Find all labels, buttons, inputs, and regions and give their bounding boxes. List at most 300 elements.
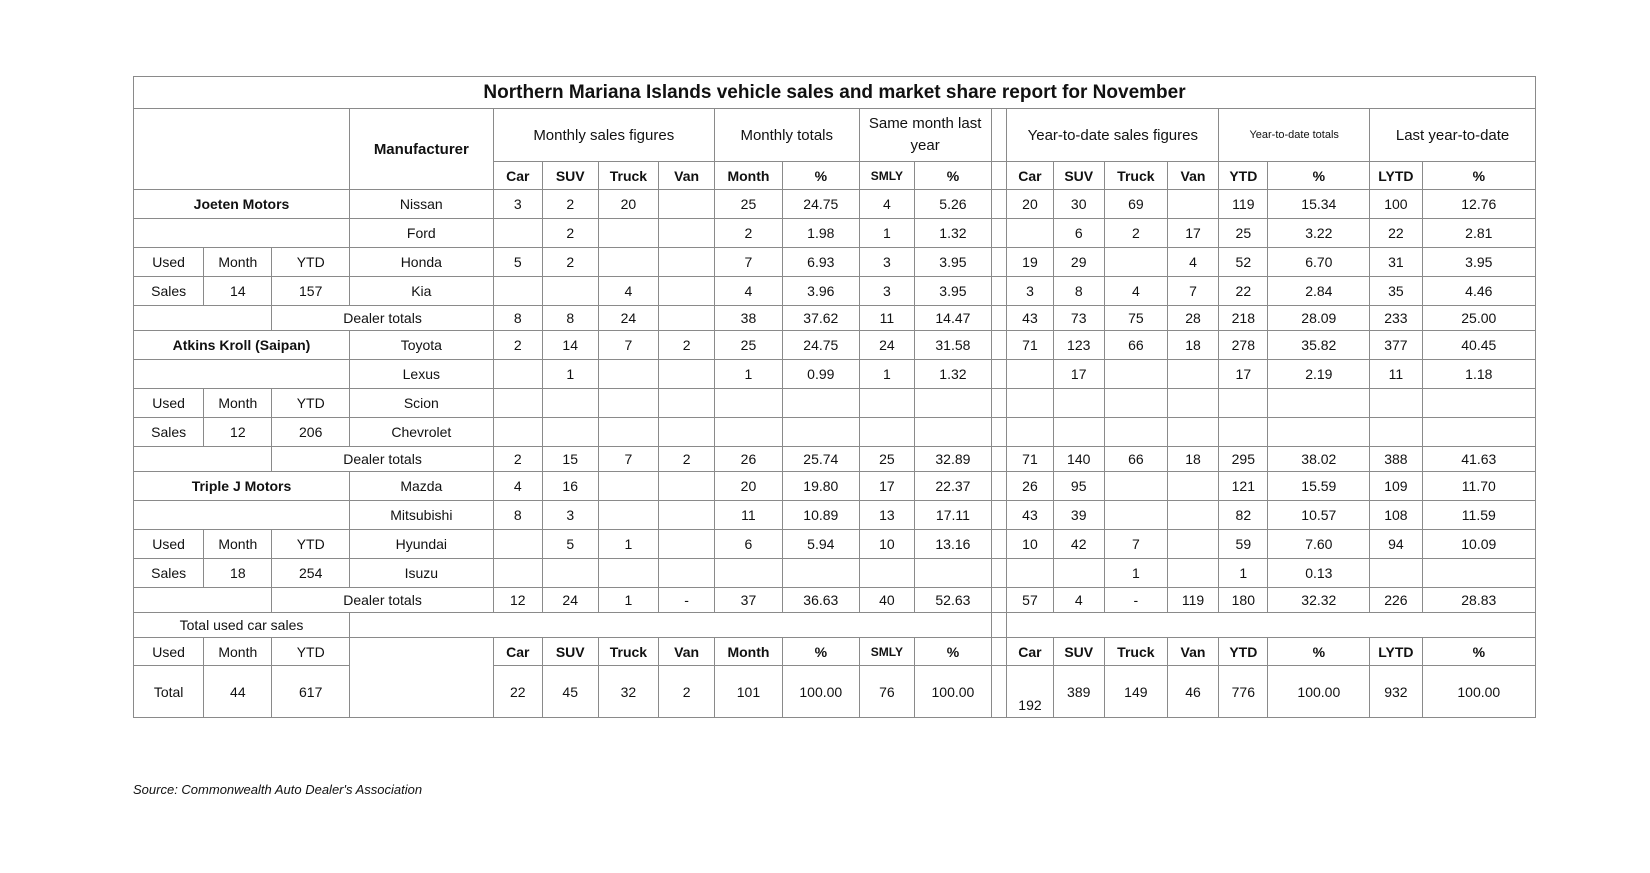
header-blank bbox=[134, 109, 350, 190]
data-cell: 20 bbox=[714, 472, 782, 501]
data-cell: 52 bbox=[1219, 248, 1268, 277]
dealer-total-cell: 11 bbox=[859, 306, 915, 331]
grand-total-cell: 100.00 bbox=[1422, 666, 1535, 718]
grand-total-cell: 389 bbox=[1053, 666, 1104, 718]
used-month-value: 12 bbox=[204, 418, 272, 447]
manufacturer-name: Scion bbox=[350, 389, 494, 418]
data-cell: 1 bbox=[859, 219, 915, 248]
source-note: Source: Commonwealth Auto Dealer's Association bbox=[133, 782, 423, 797]
data-cell bbox=[1053, 389, 1104, 418]
data-cell bbox=[1268, 389, 1370, 418]
data-cell bbox=[659, 219, 715, 248]
data-cell bbox=[1219, 418, 1268, 447]
data-cell: 7.60 bbox=[1268, 530, 1370, 559]
data-cell: 39 bbox=[1053, 501, 1104, 530]
data-cell bbox=[859, 559, 915, 588]
data-cell bbox=[1370, 559, 1422, 588]
data-cell bbox=[493, 277, 542, 306]
data-cell: 66 bbox=[1104, 331, 1167, 360]
dealer-total-cell: 7 bbox=[598, 447, 659, 472]
data-cell bbox=[915, 559, 992, 588]
column-header-van: Van bbox=[1167, 162, 1218, 190]
data-cell bbox=[598, 248, 659, 277]
dealer-total-cell: 52.63 bbox=[915, 588, 992, 613]
column-gap bbox=[991, 559, 1007, 588]
column-gap bbox=[991, 162, 1007, 190]
grand-total-cell: 100.00 bbox=[915, 666, 992, 718]
data-cell: 4.46 bbox=[1422, 277, 1535, 306]
manufacturer-name: Honda bbox=[350, 248, 494, 277]
data-cell bbox=[1167, 389, 1218, 418]
dealer-total-cell: 43 bbox=[1007, 306, 1053, 331]
used-month-value: 14 bbox=[204, 277, 272, 306]
data-cell: 11 bbox=[1370, 360, 1422, 389]
dealer-total-cell: 8 bbox=[493, 306, 542, 331]
dealer-total-cell: 25.74 bbox=[783, 447, 860, 472]
dealer-total-cell: 28.09 bbox=[1268, 306, 1370, 331]
data-cell bbox=[1007, 360, 1053, 389]
data-cell: 8 bbox=[1053, 277, 1104, 306]
data-cell: 15.34 bbox=[1268, 190, 1370, 219]
manufacturer-name: Lexus bbox=[350, 360, 494, 389]
data-cell bbox=[493, 219, 542, 248]
column-gap bbox=[991, 501, 1007, 530]
table-row bbox=[134, 190, 1536, 219]
data-cell: 43 bbox=[1007, 501, 1053, 530]
data-cell bbox=[659, 389, 715, 418]
dealer-total-cell: 180 bbox=[1219, 588, 1268, 613]
data-cell bbox=[659, 190, 715, 219]
table-row bbox=[134, 447, 1536, 472]
column-gap bbox=[991, 447, 1007, 472]
data-cell: 59 bbox=[1219, 530, 1268, 559]
dealer-total-cell: - bbox=[1104, 588, 1167, 613]
total-used-ytd: 617 bbox=[272, 666, 350, 718]
data-cell: 10 bbox=[859, 530, 915, 559]
blank-manufacturer bbox=[350, 638, 494, 718]
data-cell bbox=[783, 389, 860, 418]
column-header-month: Month bbox=[714, 162, 782, 190]
grand-total-cell: 192 bbox=[1007, 666, 1053, 718]
grand-total-cell: 32 bbox=[598, 666, 659, 718]
dealer-totals-blank bbox=[134, 447, 272, 472]
data-cell: 2 bbox=[493, 331, 542, 360]
column-gap bbox=[991, 219, 1007, 248]
data-cell: 100 bbox=[1370, 190, 1422, 219]
column-header-pct: % bbox=[1422, 638, 1535, 666]
data-cell: 24.75 bbox=[783, 190, 860, 219]
dealer-total-cell: 26 bbox=[714, 447, 782, 472]
manufacturer-name: Mitsubishi bbox=[350, 501, 494, 530]
data-cell bbox=[1104, 501, 1167, 530]
data-cell: 119 bbox=[1219, 190, 1268, 219]
data-cell bbox=[859, 418, 915, 447]
dealer-total-cell: 2 bbox=[493, 447, 542, 472]
data-cell bbox=[598, 219, 659, 248]
data-cell bbox=[659, 360, 715, 389]
data-cell bbox=[598, 559, 659, 588]
data-cell: 4 bbox=[493, 472, 542, 501]
data-cell bbox=[598, 389, 659, 418]
column-gap bbox=[991, 418, 1007, 447]
data-cell: 14 bbox=[542, 331, 598, 360]
monthly-sales-header: Monthly sales figures bbox=[493, 109, 714, 162]
ytd-label: YTD bbox=[272, 389, 350, 418]
dealer-totals-blank bbox=[134, 588, 272, 613]
column-header-smly: SMLY bbox=[859, 162, 915, 190]
grand-total-cell: 100.00 bbox=[783, 666, 860, 718]
sales-report-table bbox=[133, 76, 1536, 718]
dealer-totals-label: Dealer totals bbox=[272, 306, 493, 331]
grand-total-cell: 932 bbox=[1370, 666, 1422, 718]
data-cell bbox=[542, 277, 598, 306]
data-cell bbox=[1104, 248, 1167, 277]
ytd-sales-header: Year-to-date sales figures bbox=[1007, 109, 1219, 162]
column-header-car: Car bbox=[1007, 638, 1053, 666]
dealer-total-cell: 37 bbox=[714, 588, 782, 613]
table-row bbox=[134, 306, 1536, 331]
data-cell bbox=[714, 559, 782, 588]
data-cell: 3.95 bbox=[915, 277, 992, 306]
column-gap bbox=[991, 666, 1007, 718]
data-cell: 1.32 bbox=[915, 360, 992, 389]
column-gap bbox=[991, 277, 1007, 306]
dealer-blank bbox=[134, 360, 350, 389]
column-gap bbox=[991, 613, 1007, 638]
used-month-value: 18 bbox=[204, 559, 272, 588]
data-cell: 30 bbox=[1053, 190, 1104, 219]
data-cell: 121 bbox=[1219, 472, 1268, 501]
data-cell bbox=[915, 418, 992, 447]
grand-total-cell: 149 bbox=[1104, 666, 1167, 718]
grand-total-cell: 46 bbox=[1167, 666, 1218, 718]
column-header-truck: Truck bbox=[598, 638, 659, 666]
dealer-total-cell: 40 bbox=[859, 588, 915, 613]
data-cell: 1 bbox=[859, 360, 915, 389]
data-cell: 2 bbox=[542, 190, 598, 219]
data-cell bbox=[1167, 559, 1218, 588]
data-cell: 82 bbox=[1219, 501, 1268, 530]
last-ytd-header: Last year-to-date bbox=[1370, 109, 1536, 162]
data-cell: 69 bbox=[1104, 190, 1167, 219]
blank-strip bbox=[1007, 613, 1536, 638]
table-row bbox=[134, 530, 1536, 559]
manufacturer-name: Ford bbox=[350, 219, 494, 248]
data-cell bbox=[1104, 472, 1167, 501]
data-cell bbox=[659, 530, 715, 559]
data-cell bbox=[493, 389, 542, 418]
data-cell: 4 bbox=[598, 277, 659, 306]
grand-total-cell: 2 bbox=[659, 666, 715, 718]
dealer-total-cell: 28.83 bbox=[1422, 588, 1535, 613]
column-gap bbox=[991, 588, 1007, 613]
table-row bbox=[134, 418, 1536, 447]
table-row bbox=[134, 472, 1536, 501]
table-row bbox=[134, 248, 1536, 277]
column-header-smly: SMLY bbox=[859, 638, 915, 666]
data-cell: 11.70 bbox=[1422, 472, 1535, 501]
column-header-car: Car bbox=[1007, 162, 1053, 190]
column-gap bbox=[991, 360, 1007, 389]
grand-total-cell: 45 bbox=[542, 666, 598, 718]
data-cell: 2.19 bbox=[1268, 360, 1370, 389]
table-row bbox=[134, 77, 1536, 109]
data-cell bbox=[1422, 559, 1535, 588]
column-header-pct: % bbox=[915, 638, 992, 666]
data-cell: 7 bbox=[598, 331, 659, 360]
data-cell bbox=[1007, 418, 1053, 447]
data-cell: 17 bbox=[859, 472, 915, 501]
data-cell: 20 bbox=[598, 190, 659, 219]
dealer-total-cell: 8 bbox=[542, 306, 598, 331]
data-cell: 31 bbox=[1370, 248, 1422, 277]
manufacturer-name: Nissan bbox=[350, 190, 494, 219]
data-cell bbox=[859, 389, 915, 418]
column-gap bbox=[991, 530, 1007, 559]
data-cell bbox=[1422, 418, 1535, 447]
data-cell bbox=[659, 501, 715, 530]
data-cell: 1.98 bbox=[783, 219, 860, 248]
monthly-totals-header: Monthly totals bbox=[714, 109, 859, 162]
dealer-total-cell: 24 bbox=[542, 588, 598, 613]
total-used-month: 44 bbox=[204, 666, 272, 718]
data-cell: 5 bbox=[493, 248, 542, 277]
data-cell: 15.59 bbox=[1268, 472, 1370, 501]
data-cell: 0.13 bbox=[1268, 559, 1370, 588]
data-cell: 11.59 bbox=[1422, 501, 1535, 530]
data-cell bbox=[1268, 418, 1370, 447]
grand-total-cell: 101 bbox=[714, 666, 782, 718]
dealer-name: Triple J Motors bbox=[134, 472, 350, 501]
data-cell bbox=[1053, 559, 1104, 588]
used-label: Used bbox=[134, 638, 204, 666]
dealer-total-cell: 4 bbox=[1053, 588, 1104, 613]
data-cell bbox=[1104, 418, 1167, 447]
data-cell: 2.81 bbox=[1422, 219, 1535, 248]
data-cell: 1 bbox=[598, 530, 659, 559]
dealer-blank bbox=[134, 219, 350, 248]
data-cell: 19.80 bbox=[783, 472, 860, 501]
data-cell: 1 bbox=[1219, 559, 1268, 588]
dealer-total-cell: 233 bbox=[1370, 306, 1422, 331]
data-cell bbox=[598, 501, 659, 530]
dealer-total-cell: 73 bbox=[1053, 306, 1104, 331]
sales-label: Sales bbox=[134, 277, 204, 306]
data-cell bbox=[1167, 418, 1218, 447]
grand-total-cell: 22 bbox=[493, 666, 542, 718]
data-cell: 24.75 bbox=[783, 331, 860, 360]
data-cell bbox=[493, 418, 542, 447]
data-cell: 1.18 bbox=[1422, 360, 1535, 389]
column-header-truck: Truck bbox=[598, 162, 659, 190]
column-gap bbox=[991, 306, 1007, 331]
data-cell: 10 bbox=[1007, 530, 1053, 559]
data-cell bbox=[598, 360, 659, 389]
dealer-totals-blank bbox=[134, 306, 272, 331]
data-cell: 108 bbox=[1370, 501, 1422, 530]
dealer-total-cell: 119 bbox=[1167, 588, 1218, 613]
table-row bbox=[134, 109, 1536, 162]
sales-label: Sales bbox=[134, 418, 204, 447]
dealer-totals-label: Dealer totals bbox=[272, 447, 493, 472]
data-cell bbox=[542, 389, 598, 418]
data-cell: 25 bbox=[1219, 219, 1268, 248]
column-header-ytd: YTD bbox=[1219, 162, 1268, 190]
data-cell: 3.22 bbox=[1268, 219, 1370, 248]
data-cell bbox=[659, 418, 715, 447]
data-cell: 3.95 bbox=[915, 248, 992, 277]
dealer-total-cell: 12 bbox=[493, 588, 542, 613]
dealer-total-cell: 36.63 bbox=[783, 588, 860, 613]
data-cell: 20 bbox=[1007, 190, 1053, 219]
data-cell: 3 bbox=[1007, 277, 1053, 306]
data-cell bbox=[493, 360, 542, 389]
data-cell bbox=[1370, 418, 1422, 447]
dealer-total-cell: 226 bbox=[1370, 588, 1422, 613]
data-cell bbox=[1053, 418, 1104, 447]
data-cell bbox=[598, 472, 659, 501]
data-cell bbox=[493, 530, 542, 559]
data-cell: 10.09 bbox=[1422, 530, 1535, 559]
data-cell: 6 bbox=[714, 530, 782, 559]
data-cell: 109 bbox=[1370, 472, 1422, 501]
data-cell: 24 bbox=[859, 331, 915, 360]
data-cell bbox=[1167, 190, 1218, 219]
manufacturer-name: Isuzu bbox=[350, 559, 494, 588]
table-row bbox=[134, 638, 1536, 666]
data-cell: 11 bbox=[714, 501, 782, 530]
data-cell: 1 bbox=[714, 360, 782, 389]
dealer-name: Joeten Motors bbox=[134, 190, 350, 219]
column-header-month: Month bbox=[714, 638, 782, 666]
data-cell: 4 bbox=[1167, 248, 1218, 277]
data-cell: 1.32 bbox=[915, 219, 992, 248]
manufacturer-name: Chevrolet bbox=[350, 418, 494, 447]
data-cell bbox=[1167, 530, 1218, 559]
data-cell: 5 bbox=[542, 530, 598, 559]
dealer-total-cell: 18 bbox=[1167, 447, 1218, 472]
data-cell bbox=[659, 248, 715, 277]
data-cell: 3.96 bbox=[783, 277, 860, 306]
manufacturer-name: Kia bbox=[350, 277, 494, 306]
month-label: Month bbox=[204, 638, 272, 666]
used-label: Used bbox=[134, 530, 204, 559]
column-header-suv: SUV bbox=[1053, 162, 1104, 190]
data-cell: 94 bbox=[1370, 530, 1422, 559]
total-label: Total bbox=[134, 666, 204, 718]
data-cell bbox=[915, 389, 992, 418]
data-cell bbox=[598, 418, 659, 447]
dealer-total-cell: 15 bbox=[542, 447, 598, 472]
data-cell: 6.93 bbox=[783, 248, 860, 277]
column-header-van: Van bbox=[1167, 638, 1218, 666]
column-gap bbox=[991, 331, 1007, 360]
data-cell: 123 bbox=[1053, 331, 1104, 360]
data-cell bbox=[1007, 389, 1053, 418]
dealer-total-cell: 218 bbox=[1219, 306, 1268, 331]
data-cell: 25 bbox=[714, 331, 782, 360]
column-gap bbox=[991, 109, 1007, 162]
data-cell: 17 bbox=[1167, 219, 1218, 248]
data-cell: 4 bbox=[714, 277, 782, 306]
column-header-pct: % bbox=[915, 162, 992, 190]
table-row bbox=[134, 559, 1536, 588]
data-cell: 6.70 bbox=[1268, 248, 1370, 277]
blank-strip bbox=[350, 613, 992, 638]
table-row bbox=[134, 613, 1536, 638]
data-cell: 7 bbox=[714, 248, 782, 277]
dealer-total-cell: 66 bbox=[1104, 447, 1167, 472]
data-cell: 2 bbox=[542, 248, 598, 277]
sales-label: Sales bbox=[134, 559, 204, 588]
table-row bbox=[134, 277, 1536, 306]
data-cell bbox=[1104, 389, 1167, 418]
ytd-label: YTD bbox=[272, 530, 350, 559]
month-label: Month bbox=[204, 248, 272, 277]
dealer-blank bbox=[134, 501, 350, 530]
column-header-pct: % bbox=[1268, 638, 1370, 666]
column-header-van: Van bbox=[659, 638, 715, 666]
data-cell: 10.89 bbox=[783, 501, 860, 530]
data-cell: 4 bbox=[1104, 277, 1167, 306]
ytd-label: YTD bbox=[272, 248, 350, 277]
grand-total-cell: 76 bbox=[859, 666, 915, 718]
data-cell: 19 bbox=[1007, 248, 1053, 277]
data-cell: 3 bbox=[542, 501, 598, 530]
column-header-pct: % bbox=[783, 638, 860, 666]
data-cell: 25 bbox=[714, 190, 782, 219]
data-cell bbox=[783, 418, 860, 447]
data-cell: 2 bbox=[542, 219, 598, 248]
dealer-total-cell: 38 bbox=[714, 306, 782, 331]
data-cell: 10.57 bbox=[1268, 501, 1370, 530]
report-title: Northern Mariana Islands vehicle sales and market share report for November bbox=[134, 77, 1536, 109]
month-label: Month bbox=[204, 389, 272, 418]
column-gap bbox=[991, 248, 1007, 277]
data-cell: 5.26 bbox=[915, 190, 992, 219]
data-cell: 17 bbox=[1053, 360, 1104, 389]
data-cell bbox=[783, 559, 860, 588]
data-cell: 29 bbox=[1053, 248, 1104, 277]
table-row bbox=[134, 219, 1536, 248]
data-cell: 3 bbox=[859, 248, 915, 277]
data-cell: 2 bbox=[1104, 219, 1167, 248]
used-label: Used bbox=[134, 389, 204, 418]
dealer-total-cell bbox=[659, 306, 715, 331]
dealer-total-cell: 37.62 bbox=[783, 306, 860, 331]
column-header-suv: SUV bbox=[542, 638, 598, 666]
data-cell: 35.82 bbox=[1268, 331, 1370, 360]
same-month-header: Same month last year bbox=[859, 109, 991, 162]
data-cell bbox=[542, 418, 598, 447]
data-cell bbox=[1104, 360, 1167, 389]
data-cell: 95 bbox=[1053, 472, 1104, 501]
report-grid bbox=[133, 76, 1536, 718]
column-header-car: Car bbox=[493, 162, 542, 190]
data-cell bbox=[1167, 501, 1218, 530]
data-cell: 2 bbox=[659, 331, 715, 360]
data-cell bbox=[1007, 219, 1053, 248]
data-cell: 2 bbox=[714, 219, 782, 248]
data-cell: 2.84 bbox=[1268, 277, 1370, 306]
data-cell: 26 bbox=[1007, 472, 1053, 501]
column-header-truck: Truck bbox=[1104, 162, 1167, 190]
dealer-total-cell: 295 bbox=[1219, 447, 1268, 472]
manufacturer-name: Toyota bbox=[350, 331, 494, 360]
data-cell: 40.45 bbox=[1422, 331, 1535, 360]
data-cell: 7 bbox=[1167, 277, 1218, 306]
column-gap bbox=[991, 472, 1007, 501]
